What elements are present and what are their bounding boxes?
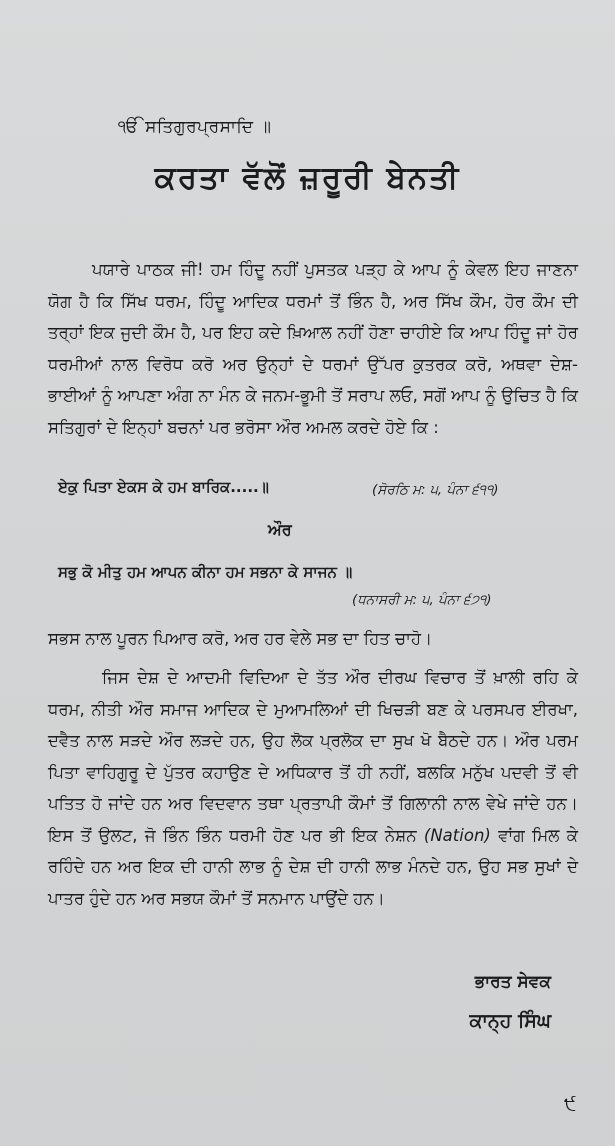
page-title: ਕਰਤਾ ਵੱਲੋਂ ਜ਼ਰੂਰੀ ਬੇਨਤੀ (154, 160, 461, 196)
nation-term: (Nation) (423, 825, 491, 845)
quote-2-text: ਸਭੁ ਕੋ ਮੀਤੁ ਹਮ ਆਪਨ ਕੀਨਾ ਹਮ ਸਭਨਾ ਕੇ ਸਾਜਨ ॥ (58, 563, 353, 581)
page-number: ੯ (564, 1093, 577, 1115)
quote-1-text: ਏਕੁ ਪਿਤਾ ਏਕਸ ਕੇ ਹਮ ਬਾਰਿਕ.....॥ (58, 478, 269, 496)
paragraph-3 (48, 662, 578, 914)
quote-2-reference: (ਧਨਾਸਰੀ ਮ: ੫, ਪੰਨਾ ੬੭੧) (352, 592, 492, 608)
quote-1-reference: (ਸੋਰਠਿ ਮ: ੫, ਪੰਨਾ ੬੧੧) (372, 482, 499, 498)
paragraph-2: ਸਭਸ ਨਾਲ ਪੂਰਨ ਪਿਆਰ ਕਰੋ, ਅਰ ਹਰ ਵੇਲੇ ਸਭ ਦਾ ਹਿਤ ਚਾਹੋ। (48, 629, 433, 648)
conjunction-aur: ਔਰ (268, 520, 292, 539)
signature-name: ਕਾਨ੍ਹ ਸਿੰਘ (469, 1010, 551, 1032)
signature-title: ਭਾਰਤ ਸੇਵਕ (474, 972, 551, 992)
paragraph-1: ਪਯਾਰੇ ਪਾਠਕ ਜੀ! ਹਮ ਹਿੰਦੂ ਨਹੀਂ ਪੁਸਤਕ ਪੜ੍ਹ ਕੇ ਆਪ ਨੂੰ ਕੇਵਲ ਇਹ ਜਾਣਨਾ ਯੋਗ ਹੈ ਕਿ ਸਿੱਖ ਧਰਮ, ਹਿੰਦੂ ਆਦਿਕ ਧਰਮਾਂ ਤੋਂ ਭਿੰਨ ਹੈ, ਅਰ ਸਿੱਖ ਕੌਮ, ਹੋਰ ਕੌਮ ਦੀ ਤਰ੍ਹਾਂ ਇਕ ਜੁਦੀ ਕੌਮ ਹੈ, ਪਰ ਇਹ ਕਦੇ ਖ਼ਿਆਲ ਨਹੀਂ ਹੋਣਾ ਚਾਹੀਏ ਕਿ ਆਪ ਹਿੰਦੂ ਜਾਂ ਹੋਰ ਧਰਮੀਆਂ ਨਾਲ ਵਿਰੋਧ ਕਰੋ ਅਰ ਉਨ੍ਹਾਂ ਦੇ ਧਰਮਾਂ ਉੱਪਰ ਕੁਤਰਕ ਕਰੋ, ਅਥਵਾ ਦੇਸ਼-ਭਾਈਆਂ ਨੂੰ ਆਪਣਾ ਅੰਗ ਨਾ ਮੰਨ ਕੇ ਜਨਮ-ਭੂਮੀ ਤੋਂ ਸਰਾਪ ਲਓ, ਸਗੋਂ ਆਪ ਨੂੰ ਉਚਿਤ ਹੈ ਕਿ ਸਤਿਗੁਰਾਂ ਦੇ ਇਨ੍ਹਾਂ ਬਚਨਾਂ ਪਰ ਭਰੋਸਾ ਔਰ ਅਮਲ ਕਰਦੇ ਹੋਏ ਕਿ : (48, 260, 578, 437)
invocation: ੴ ਸਤਿਗੁਰਪ੍ਰਸਾਦਿ ॥ (118, 117, 272, 137)
paragraph-3-part-a: ਜਿਸ ਦੇਸ਼ ਦੇ ਆਦਮੀ ਵਿਦਿਆ ਦੇ ਤੱਤ ਔਰ ਦੀਰਘ ਵਿਚਾਰ ਤੋਂ ਖ਼ਾਲੀ ਰਹਿ ਕੇ ਧਰਮ, ਨੀਤੀ ਔਰ ਸਮਾਜ ਆਦਿਕ ਦੇ ਮੁਆਮਲਿਆਂ ਦੀ ਖਿਚੜੀ ਬਣ ਕੇ ਪਰਸਪਰ ਈਰਖਾ, ਦਵੈਤ ਨਾਲ ਸੜਦੇ ਔਰ ਲੜਦੇ ਹਨ, ਉਹ ਲੋਕ ਪ੍ਰਲੋਕ ਦਾ ਸੁਖ ਖੋ ਬੈਠਦੇ ਹਨ। ਔਰ ਪਰਮ ਪਿਤਾ ਵਾਹਿਗੁਰੂ ਦੇ ਪੁੱਤਰ ਕਹਾਉਣ ਦੇ ਅਧਿਕਾਰ ਤੋਂ ਹੀ ਨਹੀਂ, ਬਲਕਿ ਮਨੁੱਖ ਪਦਵੀ ਤੋਂ ਵੀ ਪਤਿਤ ਹੋ ਜਾਂਦੇ ਹਨ ਅਰ ਵਿਦਵਾਨ ਤਥਾ ਪ੍ਰਤਾਪੀ ਕੌਮਾਂ ਤੋਂ ਗਿਲਾਨੀ ਨਾਲ ਵੇਖੇ ਜਾਂਦੇ ਹਨ। ਇਸ ਤੋਂ ਉਲਟ, ਜੋ ਭਿੰਨ ਭਿੰਨ ਧਰਮੀ ਹੋਣ ਪਰ ਭੀ ਇਕ ਨੇਸ਼ਨ (48, 668, 578, 845)
paragraph-3-part-b: ਵਾਂਗ ਮਿਲ ਕੇ ਰਹਿੰਦੇ ਹਨ ਅਰ ਇਕ ਦੀ ਹਾਨੀ ਲਾਭ ਨੂੰ ਦੇਸ਼ ਦੀ ਹਾਨੀ ਲਾਭ ਮੰਨਦੇ ਹਨ, ਉਹ ਸਭ ਸੁਖਾਂ ਦੇ ਪਾਤਰ ਹੁੰਦੇ ਹਨ ਅਰ ਸਭਯ ਕੌਮਾਂ ਤੋਂ ਸਨਮਾਨ ਪਾਉਂਦੇ ਹਨ। (48, 825, 578, 908)
